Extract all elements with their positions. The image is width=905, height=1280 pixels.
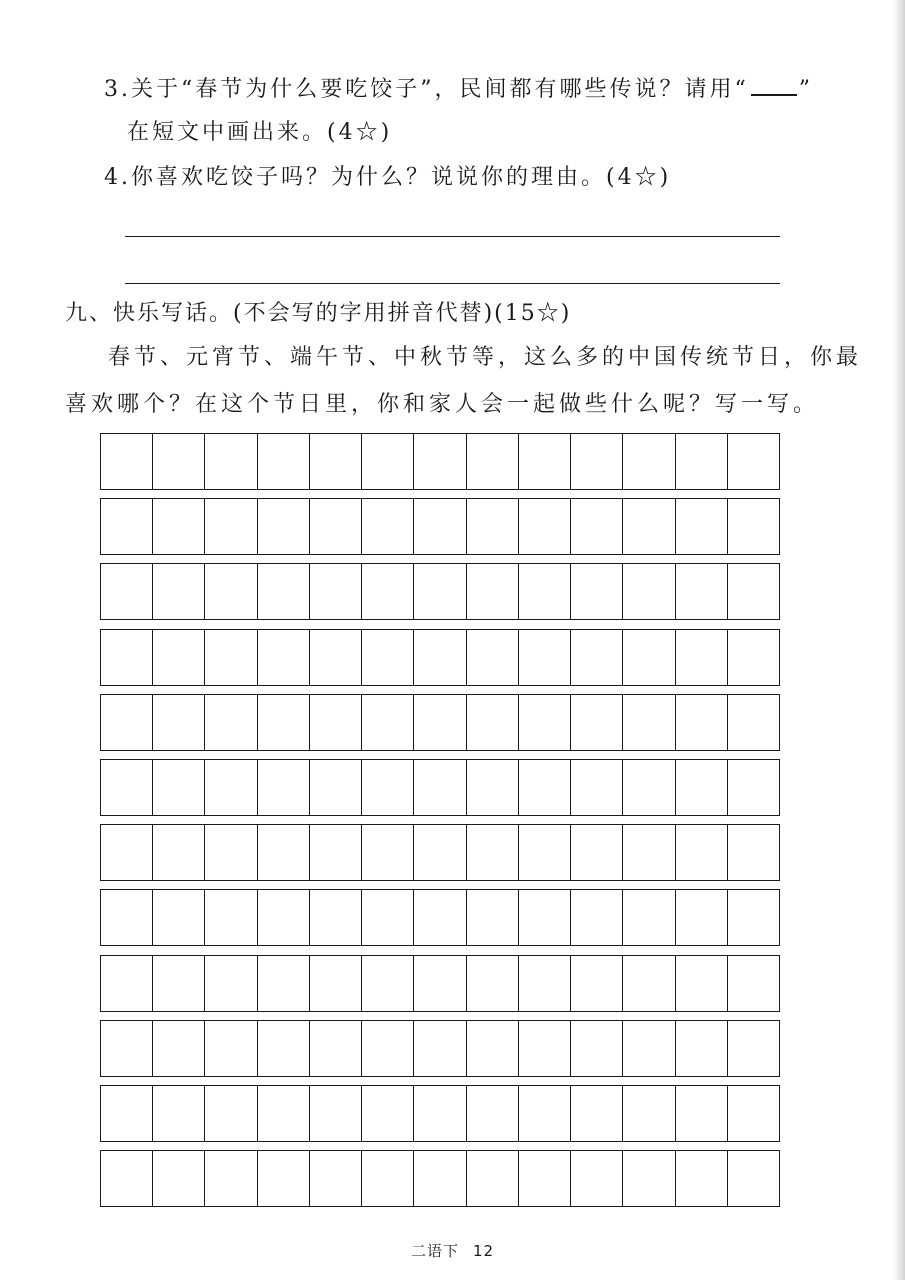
grid-cell[interactable] — [257, 956, 309, 1011]
grid-cell[interactable] — [361, 956, 413, 1011]
grid-cell[interactable] — [727, 695, 780, 750]
grid-cell[interactable] — [518, 1021, 570, 1076]
grid-cell[interactable] — [518, 956, 570, 1011]
grid-cell[interactable] — [570, 956, 622, 1011]
question-3-line-2: 在短文中画出来。(4☆) — [127, 120, 393, 145]
grid-cell[interactable] — [622, 825, 674, 880]
grid-cell[interactable] — [466, 695, 518, 750]
grid-cell[interactable] — [204, 760, 256, 815]
grid-cell[interactable] — [413, 1086, 465, 1141]
question-3-line-1 — [104, 75, 813, 105]
answer-line-1[interactable] — [125, 236, 780, 237]
grid-cell[interactable] — [152, 564, 204, 619]
grid-cell[interactable] — [204, 630, 256, 685]
grid-cell[interactable] — [257, 564, 309, 619]
grid-cell[interactable] — [309, 890, 361, 945]
grid-cell[interactable] — [152, 890, 204, 945]
grid-cell[interactable] — [204, 1086, 256, 1141]
grid-cell[interactable] — [361, 630, 413, 685]
grid-cell[interactable] — [413, 890, 465, 945]
grid-cell[interactable] — [361, 890, 413, 945]
grid-cell[interactable] — [361, 760, 413, 815]
grid-cell[interactable] — [100, 564, 152, 619]
grid-cell[interactable] — [361, 564, 413, 619]
grid-cell[interactable] — [309, 1021, 361, 1076]
grid-cell[interactable] — [204, 1021, 256, 1076]
grid-cell[interactable] — [361, 1151, 413, 1206]
grid-cell[interactable] — [100, 1021, 152, 1076]
grid-cell[interactable] — [466, 956, 518, 1011]
grid-cell[interactable] — [204, 825, 256, 880]
grid-cell[interactable] — [622, 564, 674, 619]
grid-cell[interactable] — [152, 1021, 204, 1076]
grid-cell[interactable] — [152, 956, 204, 1011]
grid-cell[interactable] — [257, 695, 309, 750]
grid-cell[interactable] — [309, 956, 361, 1011]
grid-cell[interactable] — [257, 825, 309, 880]
grid-cell[interactable] — [413, 564, 465, 619]
grid-cell[interactable] — [570, 760, 622, 815]
footer-label: 二语下 — [410, 1242, 459, 1260]
grid-row — [100, 563, 780, 620]
grid-cell[interactable] — [100, 890, 152, 945]
grid-cell[interactable] — [675, 1021, 727, 1076]
grid-cell[interactable] — [675, 956, 727, 1011]
grid-cell[interactable] — [361, 1086, 413, 1141]
grid-cell[interactable] — [413, 1021, 465, 1076]
grid-cell[interactable] — [204, 1151, 256, 1206]
grid-cell[interactable] — [675, 499, 727, 554]
grid-cell[interactable] — [675, 825, 727, 880]
grid-cell[interactable] — [518, 695, 570, 750]
grid-cell[interactable] — [727, 760, 780, 815]
grid-cell[interactable] — [204, 890, 256, 945]
question-4-text: 4.你喜欢吃饺子吗？为什么？说说你的理由。(4☆) — [104, 165, 672, 190]
grid-cell[interactable] — [309, 1086, 361, 1141]
grid-row — [100, 694, 780, 751]
grid-cell[interactable] — [257, 890, 309, 945]
grid-cell[interactable] — [466, 760, 518, 815]
grid-cell[interactable] — [518, 760, 570, 815]
grid-cell[interactable] — [466, 1086, 518, 1141]
grid-cell[interactable] — [413, 434, 465, 489]
grid-cell[interactable] — [570, 434, 622, 489]
page-footer — [0, 1240, 905, 1261]
grid-cell[interactable] — [518, 1151, 570, 1206]
grid-row — [100, 759, 780, 816]
grid-cell[interactable] — [570, 890, 622, 945]
grid-cell[interactable] — [466, 630, 518, 685]
grid-cell[interactable] — [570, 630, 622, 685]
answer-line-2[interactable] — [125, 283, 780, 284]
grid-cell[interactable] — [622, 434, 674, 489]
grid-cell[interactable] — [622, 695, 674, 750]
grid-cell[interactable] — [518, 890, 570, 945]
grid-cell[interactable] — [466, 1151, 518, 1206]
grid-cell[interactable] — [622, 956, 674, 1011]
grid-cell[interactable] — [570, 695, 622, 750]
grid-cell[interactable] — [361, 695, 413, 750]
grid-row — [100, 955, 780, 1012]
grid-cell[interactable] — [727, 564, 780, 619]
grid-cell[interactable] — [570, 1086, 622, 1141]
grid-cell[interactable] — [152, 1086, 204, 1141]
grid-cell[interactable] — [361, 1021, 413, 1076]
grid-cell[interactable] — [570, 564, 622, 619]
grid-cell[interactable] — [727, 1151, 780, 1206]
grid-row — [100, 498, 780, 555]
grid-cell[interactable] — [466, 564, 518, 619]
grid-cell[interactable] — [622, 1086, 674, 1141]
grid-cell[interactable] — [622, 890, 674, 945]
grid-row — [100, 1150, 780, 1207]
grid-row — [100, 1020, 780, 1077]
grid-cell[interactable] — [570, 1151, 622, 1206]
grid-cell[interactable] — [413, 825, 465, 880]
grid-cell[interactable] — [413, 630, 465, 685]
grid-row — [100, 433, 780, 490]
grid-cell[interactable] — [622, 630, 674, 685]
grid-cell[interactable] — [413, 1151, 465, 1206]
grid-cell[interactable] — [622, 499, 674, 554]
grid-row — [100, 824, 780, 881]
grid-cell[interactable] — [675, 1151, 727, 1206]
grid-cell[interactable] — [622, 1151, 674, 1206]
grid-row — [100, 889, 780, 946]
grid-cell[interactable] — [727, 630, 780, 685]
grid-cell[interactable] — [152, 630, 204, 685]
grid-cell[interactable] — [622, 1021, 674, 1076]
question-3-text: 3.关于“春节为什么要吃饺子”，民间都有哪些传说？请用“ — [104, 77, 749, 102]
grid-cell[interactable] — [257, 499, 309, 554]
grid-cell[interactable] — [570, 825, 622, 880]
grid-cell[interactable] — [413, 956, 465, 1011]
grid-cell[interactable] — [309, 499, 361, 554]
grid-cell[interactable] — [361, 825, 413, 880]
grid-cell[interactable] — [518, 499, 570, 554]
grid-cell[interactable] — [675, 1086, 727, 1141]
grid-row — [100, 629, 780, 686]
grid-cell[interactable] — [309, 1151, 361, 1206]
grid-cell[interactable] — [727, 1021, 780, 1076]
grid-cell[interactable] — [518, 434, 570, 489]
grid-cell[interactable] — [309, 760, 361, 815]
grid-cell[interactable] — [727, 499, 780, 554]
section-9-prompt-line-1: 春节、元宵节、端午节、中秋节等，这么多的中国传统节日，你最 — [108, 345, 863, 370]
grid-cell[interactable] — [152, 760, 204, 815]
grid-cell[interactable] — [152, 1151, 204, 1206]
grid-cell[interactable] — [152, 499, 204, 554]
grid-cell[interactable] — [727, 890, 780, 945]
grid-cell[interactable] — [413, 499, 465, 554]
grid-cell[interactable] — [100, 825, 152, 880]
grid-cell[interactable] — [309, 434, 361, 489]
grid-cell[interactable] — [675, 564, 727, 619]
grid-cell[interactable] — [204, 695, 256, 750]
grid-cell[interactable] — [309, 695, 361, 750]
grid-cell[interactable] — [100, 1151, 152, 1206]
grid-cell[interactable] — [518, 564, 570, 619]
grid-cell[interactable] — [727, 1086, 780, 1141]
grid-cell[interactable] — [727, 825, 780, 880]
grid-cell[interactable] — [675, 434, 727, 489]
grid-cell[interactable] — [413, 695, 465, 750]
grid-cell[interactable] — [100, 695, 152, 750]
grid-cell[interactable] — [257, 434, 309, 489]
grid-cell[interactable] — [257, 630, 309, 685]
grid-cell[interactable] — [204, 956, 256, 1011]
grid-cell[interactable] — [257, 1151, 309, 1206]
grid-cell[interactable] — [204, 434, 256, 489]
grid-cell[interactable] — [727, 956, 780, 1011]
underline-symbol — [751, 76, 797, 96]
page-number: 12 — [472, 1242, 495, 1260]
grid-cell[interactable] — [309, 825, 361, 880]
grid-cell[interactable] — [413, 760, 465, 815]
grid-cell[interactable] — [727, 434, 780, 489]
grid-row — [100, 1085, 780, 1142]
grid-cell[interactable] — [100, 499, 152, 554]
grid-cell[interactable] — [466, 825, 518, 880]
grid-cell[interactable] — [622, 760, 674, 815]
grid-cell[interactable] — [675, 695, 727, 750]
grid-cell[interactable] — [466, 434, 518, 489]
grid-cell[interactable] — [518, 825, 570, 880]
grid-cell[interactable] — [152, 825, 204, 880]
grid-cell[interactable] — [309, 564, 361, 619]
grid-cell[interactable] — [518, 630, 570, 685]
grid-cell[interactable] — [466, 1021, 518, 1076]
grid-cell[interactable] — [570, 1021, 622, 1076]
grid-cell[interactable] — [100, 630, 152, 685]
grid-cell[interactable] — [257, 1086, 309, 1141]
grid-cell[interactable] — [466, 499, 518, 554]
page-edge — [893, 0, 905, 1280]
grid-cell[interactable] — [257, 760, 309, 815]
grid-cell[interactable] — [309, 630, 361, 685]
grid-cell[interactable] — [675, 760, 727, 815]
grid-cell[interactable] — [100, 1086, 152, 1141]
grid-cell[interactable] — [152, 434, 204, 489]
grid-cell[interactable] — [100, 760, 152, 815]
grid-cell[interactable] — [361, 499, 413, 554]
section-9-prompt-line-2: 喜欢哪个？在这个节日里，你和家人会一起做些什么呢？写一写。 — [65, 392, 820, 417]
grid-cell[interactable] — [257, 1021, 309, 1076]
grid-cell[interactable] — [675, 630, 727, 685]
grid-cell[interactable] — [361, 434, 413, 489]
grid-cell[interactable] — [518, 1086, 570, 1141]
question-3-close-quote: ” — [798, 77, 813, 102]
grid-cell[interactable] — [570, 499, 622, 554]
grid-cell[interactable] — [466, 890, 518, 945]
grid-cell[interactable] — [675, 890, 727, 945]
grid-cell[interactable] — [100, 956, 152, 1011]
grid-cell[interactable] — [204, 564, 256, 619]
grid-cell[interactable] — [100, 434, 152, 489]
section-9-title: 九、快乐写话。(不会写的字用拼音代替)(15☆) — [65, 301, 572, 326]
grid-cell[interactable] — [204, 499, 256, 554]
grid-cell[interactable] — [152, 695, 204, 750]
